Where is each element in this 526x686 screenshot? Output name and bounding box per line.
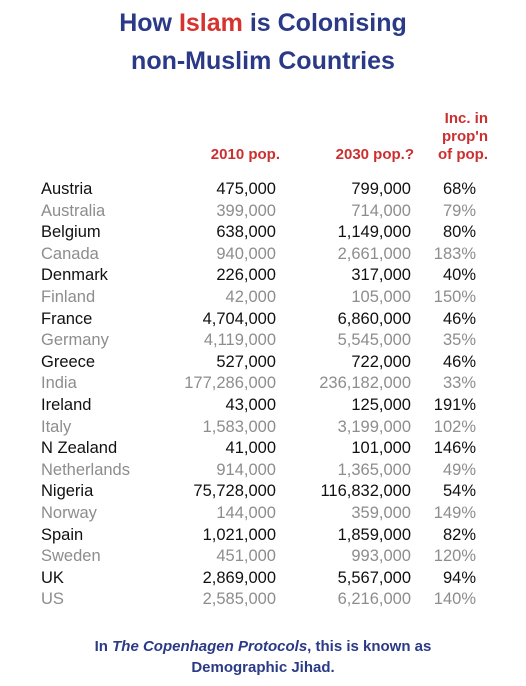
table-row — [0, 438, 526, 460]
country-cell: Belgium — [41, 223, 101, 242]
pop-2010-cell: 475,000 — [216, 180, 276, 198]
pop-2010-cell: 2,585,000 — [202, 590, 276, 609]
pop-2030-cell: 993,000 — [351, 547, 411, 566]
footer-caption — [0, 636, 526, 678]
pop-2010-cell: 42,000 — [225, 287, 276, 306]
country-cell: N Zealand — [41, 439, 118, 458]
increase-cell: 150% — [433, 287, 476, 306]
table-row — [0, 525, 526, 547]
pop-2010-cell: 1,583,000 — [202, 417, 276, 436]
increase-cell: 82% — [442, 525, 476, 544]
footer-text: , this is known as — [307, 638, 432, 655]
pop-2010-cell: 914,000 — [216, 460, 276, 479]
table-row — [0, 244, 526, 266]
pop-2030-cell: 101,000 — [351, 439, 411, 458]
country-cell: Denmark — [41, 266, 108, 285]
pop-2030-cell: 6,860,000 — [337, 309, 411, 328]
footer-line-2: Demographic Jihad. — [191, 659, 335, 676]
increase-cell: 146% — [433, 439, 476, 458]
pop-2030-cell: 3,199,000 — [337, 417, 411, 436]
population-table — [0, 179, 526, 611]
pop-2010-cell: 41,000 — [225, 439, 276, 458]
country-cell: Sweden — [41, 547, 101, 566]
table-row — [0, 417, 526, 439]
increase-cell: 102% — [433, 417, 476, 436]
pop-2010-cell: 1,021,000 — [202, 525, 276, 544]
pop-2010-cell: 226,000 — [216, 266, 276, 285]
pop-2030-cell: 2,661,000 — [337, 244, 411, 263]
pop-2010-cell: 2,869,000 — [202, 568, 276, 587]
increase-cell: 33% — [442, 374, 476, 393]
table-row — [0, 265, 526, 287]
table-row — [0, 481, 526, 503]
country-cell: UK — [41, 568, 64, 587]
pop-2010-cell: 177,286,000 — [184, 374, 276, 393]
title-text: How — [119, 9, 179, 37]
pop-2030-cell: 1,149,000 — [337, 223, 411, 242]
header-line: of pop. — [438, 146, 488, 163]
pop-2030-cell: 359,000 — [351, 503, 411, 522]
increase-cell: 149% — [433, 503, 476, 522]
header-2030-pop: 2030 pop.? — [335, 146, 414, 163]
pop-2030-cell: 6,216,000 — [337, 590, 411, 609]
increase-cell: 183% — [433, 244, 476, 263]
country-cell: France — [41, 309, 93, 328]
increase-cell: 49% — [442, 460, 476, 479]
pop-2010-cell: 527,000 — [216, 352, 276, 371]
increase-cell: 80% — [442, 223, 476, 242]
pop-2010-cell: 4,119,000 — [203, 331, 276, 350]
table-row — [0, 201, 526, 223]
increase-cell: 94% — [442, 568, 476, 587]
increase-cell: 79% — [442, 201, 476, 220]
pop-2030-cell: 5,545,000 — [337, 331, 411, 350]
country-cell: Norway — [41, 503, 97, 522]
country-cell: Canada — [41, 244, 99, 263]
title-line-2: non-Muslim Countries — [131, 47, 395, 75]
increase-cell: 54% — [442, 482, 476, 501]
pop-2030-cell: 714,000 — [351, 201, 411, 220]
pop-2010-cell: 144,000 — [216, 503, 276, 522]
country-cell: India — [41, 374, 77, 393]
table-row — [0, 546, 526, 568]
table-row — [0, 460, 526, 482]
footer-line-1 — [0, 636, 526, 657]
pop-2030-cell: 722,000 — [351, 352, 411, 371]
title-line-1 — [0, 4, 526, 42]
title-text: is Colonising — [242, 9, 407, 37]
increase-cell: 191% — [433, 395, 476, 414]
country-cell: Austria — [41, 180, 93, 198]
pop-2030-cell: 105,000 — [351, 287, 411, 306]
title-accent: Islam — [178, 9, 243, 37]
pop-2030-cell: 1,859,000 — [337, 525, 411, 544]
pop-2030-cell: 116,832,000 — [320, 482, 411, 501]
pop-2010-cell: 75,728,000 — [193, 482, 276, 501]
country-cell: US — [41, 590, 64, 609]
table-row — [0, 373, 526, 395]
country-cell: Spain — [41, 525, 84, 544]
footer-text: In — [94, 638, 113, 655]
footer-italic: The Copenhagen Protocols — [112, 638, 308, 655]
pop-2030-cell: 236,182,000 — [319, 374, 411, 393]
increase-cell: 140% — [433, 590, 476, 609]
increase-cell: 40% — [442, 266, 476, 285]
pop-2010-cell: 4,704,000 — [202, 309, 276, 328]
country-cell: Nigeria — [41, 482, 94, 501]
table-row — [0, 568, 526, 590]
page-title — [0, 4, 526, 80]
country-cell: Italy — [41, 417, 72, 436]
table-row — [0, 352, 526, 374]
table-row — [0, 309, 526, 331]
table-row — [0, 395, 526, 417]
country-cell: Greece — [41, 352, 96, 371]
increase-cell: 46% — [442, 352, 476, 371]
table-row — [0, 287, 526, 309]
header-increase-proportion — [418, 110, 488, 164]
pop-2010-cell: 940,000 — [216, 244, 276, 263]
header-line: prop'n — [441, 128, 488, 145]
table-row — [0, 330, 526, 352]
pop-2010-cell: 43,000 — [225, 395, 276, 414]
increase-cell: 35% — [442, 331, 476, 350]
country-cell: Netherlands — [41, 460, 130, 479]
pop-2030-cell: 799,000 — [351, 180, 411, 198]
table-row — [0, 222, 526, 244]
pop-2030-cell: 1,365,000 — [337, 460, 411, 479]
increase-cell: 120% — [433, 547, 476, 566]
pop-2030-cell: 125,000 — [351, 395, 411, 414]
table-row — [0, 589, 526, 611]
country-cell: Australia — [41, 201, 106, 220]
pop-2030-cell: 5,567,000 — [337, 568, 411, 587]
increase-cell: 68% — [442, 180, 476, 198]
pop-2010-cell: 399,000 — [216, 201, 276, 220]
country-cell: Ireland — [41, 395, 92, 414]
increase-cell: 46% — [442, 309, 476, 328]
pop-2010-cell: 451,000 — [216, 547, 276, 566]
country-cell: Germany — [41, 331, 109, 350]
pop-2030-cell: 317,000 — [351, 266, 411, 285]
country-cell: Finland — [41, 287, 96, 306]
header-line: Inc. in — [444, 110, 488, 127]
header-2010-pop: 2010 pop. — [210, 146, 280, 163]
pop-2010-cell: 638,000 — [216, 223, 276, 242]
table-row — [0, 503, 526, 525]
table-row — [0, 179, 526, 201]
